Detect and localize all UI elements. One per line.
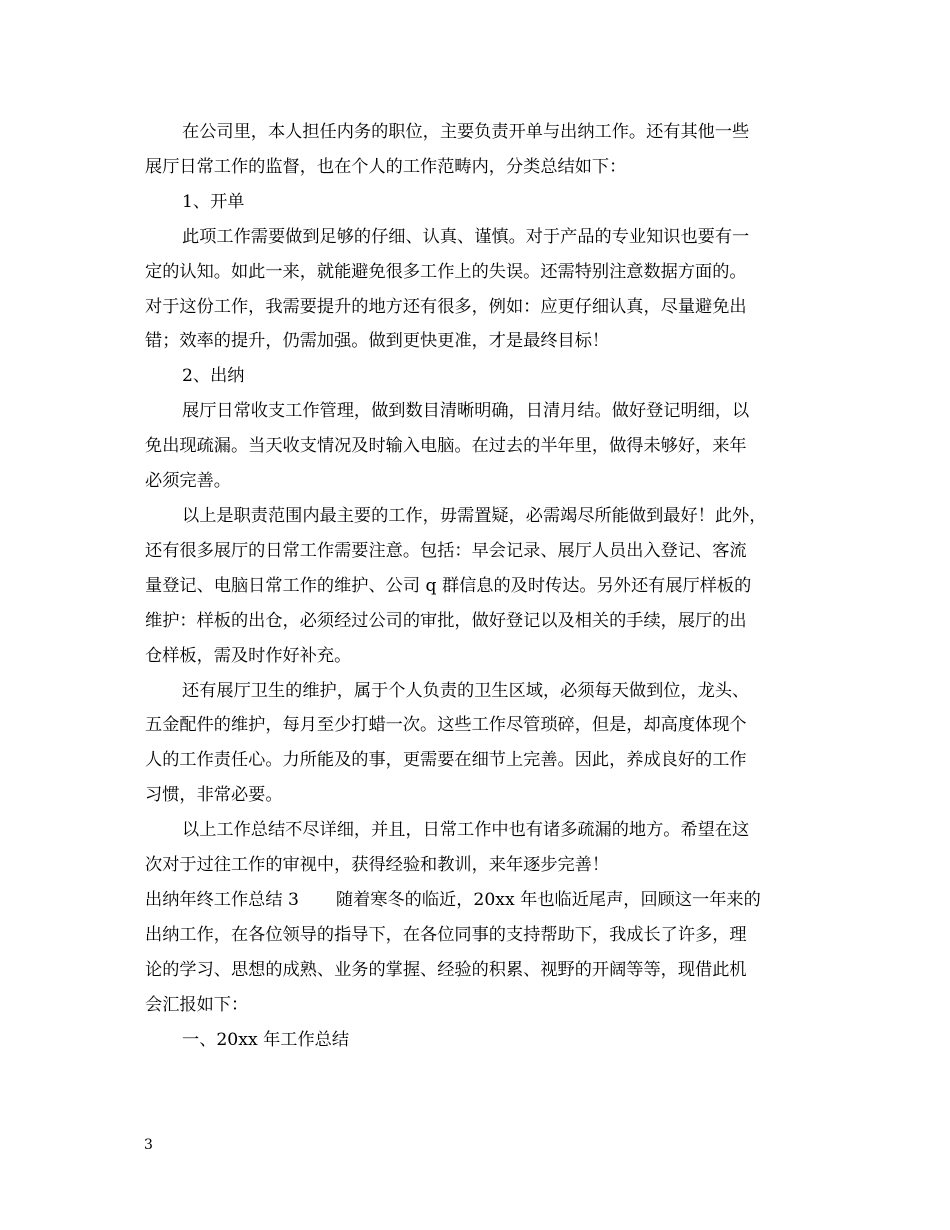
text-line: 人的工作责任心。力所能及的事，更需要在细节上完善。因此，养成良好的工作 [145,750,747,771]
heading-billing [145,185,805,220]
text-line: 会汇报如下： [145,994,249,1015]
text-line: 免出现疏漏。当天收支情况及时输入电脑。在过去的半年里，做得未够好，来年 [145,436,747,457]
text-line: 论的学习、思想的成熟、业务的掌握、经验的积累、视野的开阔等等，现借此机 [145,959,747,980]
paragraph-conclusion [145,813,805,883]
text-line: 仓样板，需及时作好补充。 [145,645,352,666]
text-line: 随着寒冬的临近，20xx 年也临近尾声，回顾这一年来的 [335,889,761,910]
text-line: 以上工作总结不尽详细，并且，日常工作中也有诸多疏漏的地方。希望在这 [182,820,750,841]
paragraph-responsibilities [145,499,805,674]
paragraph-cashier [145,394,805,499]
text-line: 定的认知。如此一来，就能避免很多工作上的失误。还需特别注意数据方面的。 [145,261,747,282]
page-number: 3 [144,1137,153,1153]
subheading-annual-summary [145,1023,805,1058]
section-cashier-summary [145,883,805,1023]
text-line: 对于这份工作，我需要提升的地方还有很多，例如：应更仔细认真，尽量避免出 [145,296,747,317]
text-line: 以上是职责范围内最主要的工作，毋需置疑，必需竭尽所能做到最好！此外， [182,505,767,526]
text-line: 1、开单 [182,191,245,212]
text-line: 错；效率的提升，仍需加强。做到更快更准，才是最终目标！ [145,331,610,352]
paragraph-intro [145,115,805,185]
text-line: 展厅日常工作的监督，也在个人的工作范畴内，分类总结如下： [145,156,627,177]
document-body [145,115,805,1057]
text-line: 2、出纳 [182,366,245,387]
text-line: 还有展厅卫生的维护，属于个人负责的卫生区域，必须每天做到位，龙头、 [182,680,750,701]
text-line: 次对于过往工作的审视中，获得经验和教训，来年逐步完善！ [145,855,610,876]
section-first-line [145,883,805,918]
text-line: 维护：样板的出仓，必须经过公司的审批，做好登记以及相关的手续，展厅的出 [145,610,747,631]
heading-cashier [145,359,805,394]
paragraph-hygiene [145,674,805,814]
text-line: 一、20xx 年工作总结 [182,1029,350,1050]
text-line: 习惯，非常必要。 [145,785,283,806]
text-line: 此项工作需要做到足够的仔细、认真、谨慎。对于产品的专业知识也要有一 [182,226,750,247]
text-line: 五金配件的维护，每月至少打蜡一次。这些工作尽管琐碎，但是，却高度体现个 [145,715,747,736]
text-line: 在公司里，本人担任内务的职位，主要负责开单与出纳工作。还有其他一些 [182,122,750,142]
text-line: 必须完善。 [145,471,231,492]
text-line: 出纳工作，在各位领导的指导下，在各位同事的支持帮助下，我成长了许多，理 [145,924,747,945]
section-heading: 出纳年终工作总结 3 [145,889,299,910]
text-line: 展厅日常收支工作管理，做到数目清晰明确，日清月结。做好登记明细，以 [182,401,750,422]
text-line: 量登记、电脑日常工作的维护、公司 q 群信息的及时传达。另外还有展厅样板的 [145,575,752,596]
text-line: 还有很多展厅的日常工作需要注意。包括：早会记录、展厅人员出入登记、客流 [145,540,747,561]
paragraph-billing [145,220,805,360]
